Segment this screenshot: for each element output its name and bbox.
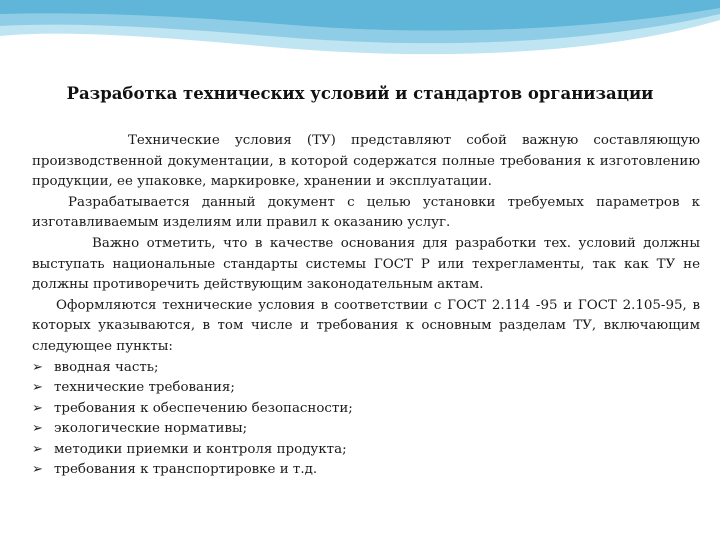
- arrow-bullet-icon: ➢: [32, 359, 43, 375]
- list-item: [32, 399, 700, 420]
- decorative-wave-header: [0, 0, 720, 80]
- list-item-text: методики приемки и контроля продукта;: [54, 441, 347, 457]
- arrow-bullet-icon: ➢: [32, 441, 43, 457]
- list-item-text: экологические нормативы;: [54, 421, 248, 437]
- arrow-bullet-icon: ➢: [32, 380, 43, 396]
- paragraph-definition: Технические условия (ТУ) представляют собой важную составляющую производственной документации, в которой содержатся полные требования к изготовлению продукции, ее упаковке, маркировке, хранении и эксплуатации.: [32, 133, 700, 190]
- list-item: [32, 460, 700, 481]
- list-item: [32, 440, 700, 461]
- list-item: [32, 378, 700, 399]
- list-item: [32, 419, 700, 440]
- document-body: [32, 131, 700, 481]
- paragraph-formatting: Оформляются технические условия в соответствии с ГОСТ 2.114 -95 и ГОСТ 2.105-95, в которых указываются, в том числе и требования к основным разделам ТУ, включающим следующее пункты:: [32, 297, 700, 354]
- list-item-text: требования к транспортировке и т.д.: [54, 462, 318, 478]
- list-item-text: вводная часть;: [54, 359, 159, 375]
- list-item-text: технические требования;: [54, 380, 235, 396]
- page-title: Разработка технических условий и стандартов организации: [66, 84, 654, 103]
- arrow-bullet-icon: ➢: [32, 400, 43, 416]
- list-item: [32, 358, 700, 379]
- requirements-list: [32, 358, 700, 481]
- arrow-bullet-icon: ➢: [32, 421, 43, 437]
- list-item-text: требования к обеспечению безопасности;: [54, 400, 353, 416]
- paragraph-purpose: Разрабатывается данный документ с целью установки требуемых параметров к изготавливаемым изделиям или правил к оказанию услуг.: [32, 194, 700, 231]
- arrow-bullet-icon: ➢: [32, 462, 43, 478]
- paragraph-basis: Важно отметить, что в качестве основания для разработки тех. условий должны выступать национальные стандарты системы ГОСТ Р или техрегламенты, так как ТУ не должны противоречить действующим законодательным актам.: [32, 235, 700, 293]
